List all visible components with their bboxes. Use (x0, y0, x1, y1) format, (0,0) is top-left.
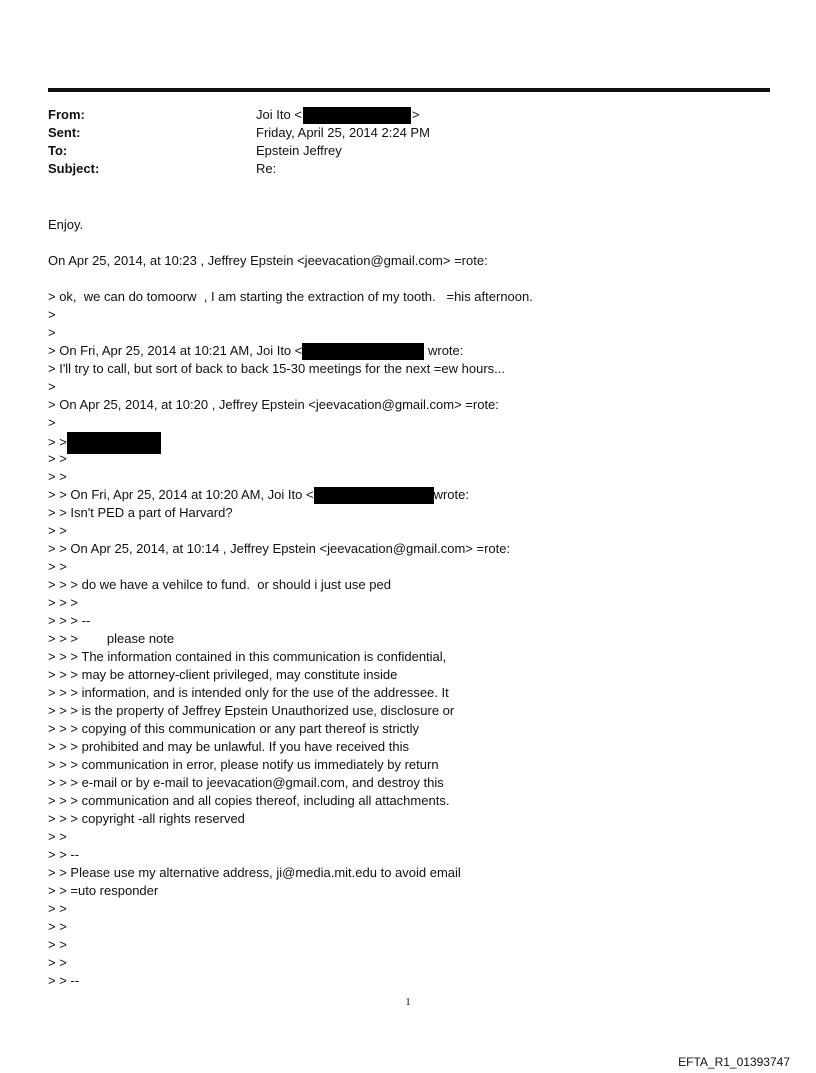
body-line: > > (48, 955, 67, 970)
body-line: > > > copyright -all rights reserved (48, 811, 245, 826)
body-line (48, 234, 778, 252)
page-number: 1 (405, 996, 411, 1008)
body-line-text: > > On Fri, Apr 25, 2014 at 10:20 AM, Joi Ito < (48, 487, 314, 502)
sent-label: Sent: (48, 125, 81, 140)
body-line: > On Apr 25, 2014, at 10:20 , Jeffrey Epstein <jeevacation@gmail.com> =rote: (48, 397, 499, 412)
body-line: > > > copying of this communication or any part thereof is strictly (48, 721, 420, 736)
to-row (48, 142, 748, 160)
redaction-box (302, 343, 424, 360)
body-line: > ok, we can do tomoorw , I am starting the extraction of my tooth. =his afternoon. (48, 289, 533, 304)
body-line: > > (48, 469, 67, 484)
body-line: > > (48, 829, 67, 844)
header-divider (48, 88, 770, 92)
from-row (48, 106, 748, 124)
body-line (48, 486, 778, 504)
body-line: > > > (48, 595, 78, 610)
sent-row (48, 124, 748, 142)
subject-row (48, 160, 748, 178)
redaction-box (67, 432, 161, 454)
body-line: > > > communication and all copies thereof, including all attachments. (48, 793, 450, 808)
sent-value: Friday, April 25, 2014 2:24 PM (256, 125, 430, 140)
body-line-text: > > (48, 434, 67, 450)
body-line: > (48, 325, 56, 340)
body-line: > > > communication in error, please notify us immediately by return (48, 757, 439, 772)
document-id: EFTA_R1_01393747 (678, 1055, 790, 1069)
email-header (48, 106, 748, 178)
body-line: > > (48, 523, 67, 538)
body-line: > (48, 379, 56, 394)
body-line-text: > On Fri, Apr 25, 2014 at 10:21 AM, Joi Ito < (48, 343, 303, 358)
redaction-box (303, 107, 411, 124)
body-line-text: wrote: (424, 343, 464, 358)
to-label: To: (48, 143, 68, 158)
body-line: > > (48, 919, 67, 934)
body-line-text: wrote: (433, 487, 469, 502)
body-line: > > > The information contained in this communication is confidential, (48, 649, 447, 664)
body-line: > > -- (48, 973, 80, 988)
body-line: > > > -- (48, 613, 91, 628)
from-open-bracket: < (294, 107, 302, 122)
email-body (48, 216, 778, 990)
body-line: Enjoy. (48, 217, 84, 232)
from-close-bracket: > (411, 107, 420, 122)
body-line: > > > do we have a vehilce to fund. or should i just use ped (48, 577, 391, 592)
body-line: > > > prohibited and may be unlawful. If you have received this (48, 739, 409, 754)
body-line: > > > is the property of Jeffrey Epstein Unauthorized use, disclosure or (48, 703, 455, 718)
body-line: > > > information, and is intended only for the use of the addressee. It (48, 685, 449, 700)
subject-label: Subject: (48, 161, 100, 176)
body-line: > > Please use my alternative address, ji@media.mit.edu to avoid email (48, 865, 461, 880)
body-line (48, 270, 778, 288)
subject-value: Re: (256, 161, 277, 176)
redaction-box (314, 487, 434, 504)
body-line: > I'll try to call, but sort of back to back 15-30 meetings for the next =ew hours... (48, 361, 505, 376)
body-line (48, 342, 778, 360)
from-label: From: (48, 107, 85, 122)
body-line: On Apr 25, 2014, at 10:23 , Jeffrey Epstein <jeevacation@gmail.com> =rote: (48, 253, 488, 268)
body-line: > > > may be attorney-client privileged, may constitute inside (48, 667, 398, 682)
body-line: > > (48, 937, 67, 952)
body-line (48, 432, 778, 450)
body-line: > > -- (48, 847, 80, 862)
body-line: > > > please note (48, 631, 175, 646)
body-line: > > Isn't PED a part of Harvard? (48, 505, 233, 520)
body-line: > > (48, 559, 67, 574)
body-line: > > =uto responder (48, 883, 159, 898)
body-line: > > (48, 451, 67, 466)
body-line: > (48, 307, 56, 322)
body-line: > > On Apr 25, 2014, at 10:14 , Jeffrey Epstein <jeevacation@gmail.com> =rote: (48, 541, 511, 556)
body-line: > > (48, 901, 67, 916)
from-value (256, 106, 420, 124)
body-line: > > > e-mail or by e-mail to jeevacation@gmail.com, and destroy this (48, 775, 444, 790)
to-value: Epstein Jeffrey (256, 143, 342, 158)
from-name: Joi Ito (256, 107, 291, 122)
body-line: > (48, 415, 56, 430)
